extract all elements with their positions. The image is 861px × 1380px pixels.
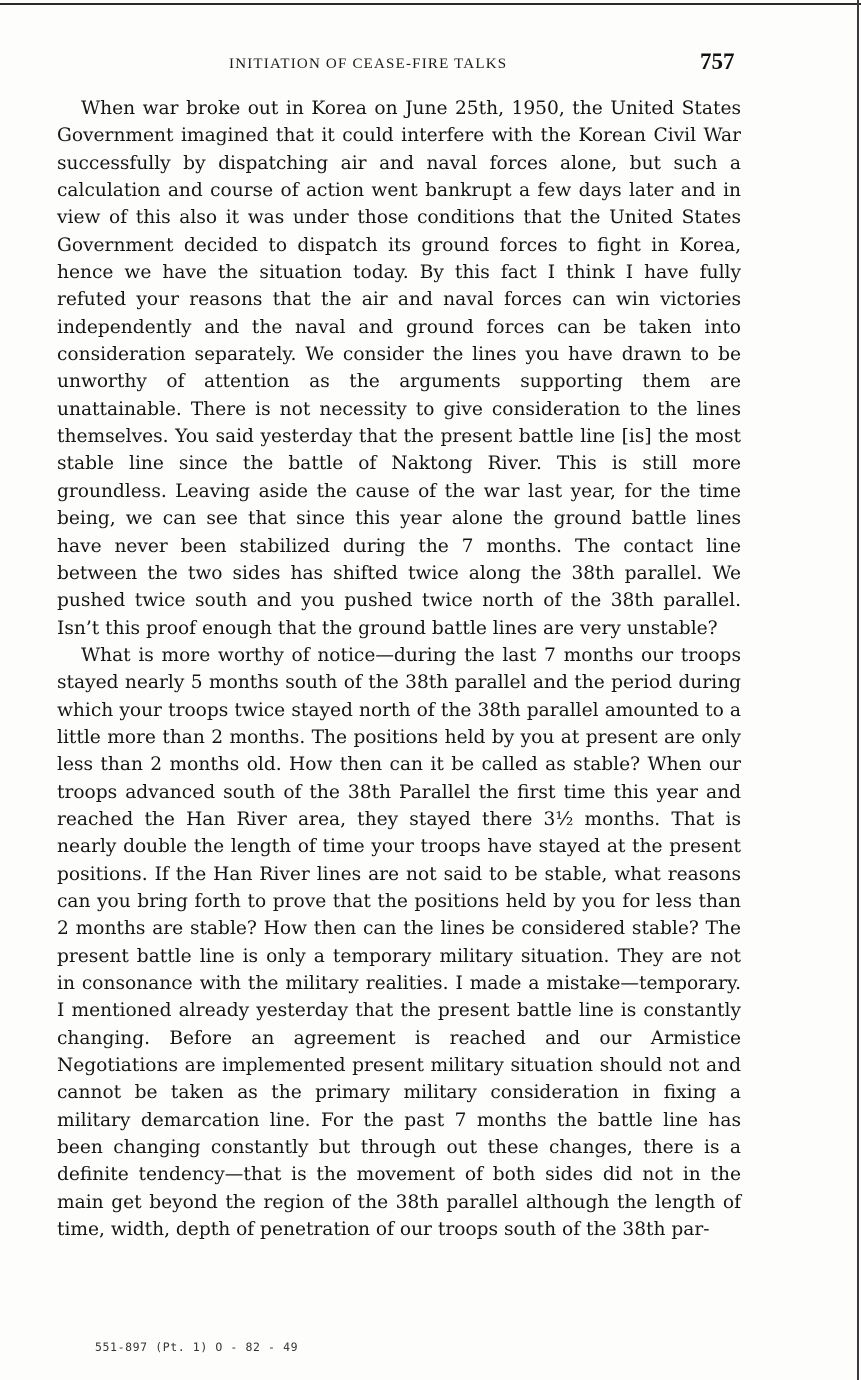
- paragraph-2: What is more worthy of notice—during the last 7 months our troops stayed nearly 5 months south of the 38th parallel and the period during which your troops twice stayed north of the 38th parallel amounted to a little more than 2 months. The positions held by you at present are only less than 2 months old. How then can it be called as stable? When our troops advanced south of the 38th Parallel the first time this year and reached the Han River area, they stayed there 3½ months. That is nearly double the length of time your troops have stayed at the present positions. If the Han River lines are not said to be stable, what reasons can you bring forth to prove that the positions held by you for less than 2 months are stable? How then can the lines be considered stable? The present battle line is only a temporary military situation. They are not in consonance with the military realities. I made a mistake—temporary. I mentioned already yesterday that the present battle line is constantly changing. Before an agreement is reached and our Armistice Negotiations are implemented present military situation should not and cannot be taken as the primary military consideration in fixing a military demarcation line. For the past 7 months the battle line has been changing constantly but through out these changes, there is a definite tendency—that is the movement of both sides did not in the main get beyond the region of the 38th parallel although the length of time, width, depth of penetration of our troops south of the 38th par-: [57, 644, 741, 1241]
- running-head-title: INITIATION OF CEASE-FIRE TALKS: [229, 56, 508, 72]
- body-text: [57, 95, 741, 1243]
- paragraph-1: When war broke out in Korea on June 25th, 1950, the United States Government imagined that it could interfere with the Korean Civil War successfully by dispatching air and naval forces alone, but such a calculation and course of action went bankrupt a few days later and in view of this also it was under those conditions that the United States Government decided to dispatch its ground forces to fight in Korea, hence we have the situation today. By this fact I think I have fully refuted your reasons that the air and naval forces can win victories independently and the naval and ground forces can be taken into consideration separately. We consider the lines you have drawn to be unworthy of attention as the arguments supporting them are unattainable. There is not necessity to give consideration to the lines themselves. You said yesterday that the present battle line [is] the most stable line since the battle of Naktong River. This is still more groundless. Leaving aside the cause of the war last year, for the time being, we can see that since this year alone the ground battle lines have never been stabilized during the 7 months. The contact line between the two sides has shifted twice along the 38th parallel. We pushed twice south and you pushed twice north of the 38th parallel. Isn’t this proof enough that the ground battle lines are very unstable?: [57, 98, 741, 639]
- running-head: [0, 49, 861, 83]
- page-number: 757: [700, 49, 735, 74]
- printer-imprint: 551-897 (Pt. 1) O - 82 - 49: [95, 1340, 299, 1354]
- top-edge-rule: [0, 3, 861, 5]
- right-edge-rule: [857, 0, 859, 1380]
